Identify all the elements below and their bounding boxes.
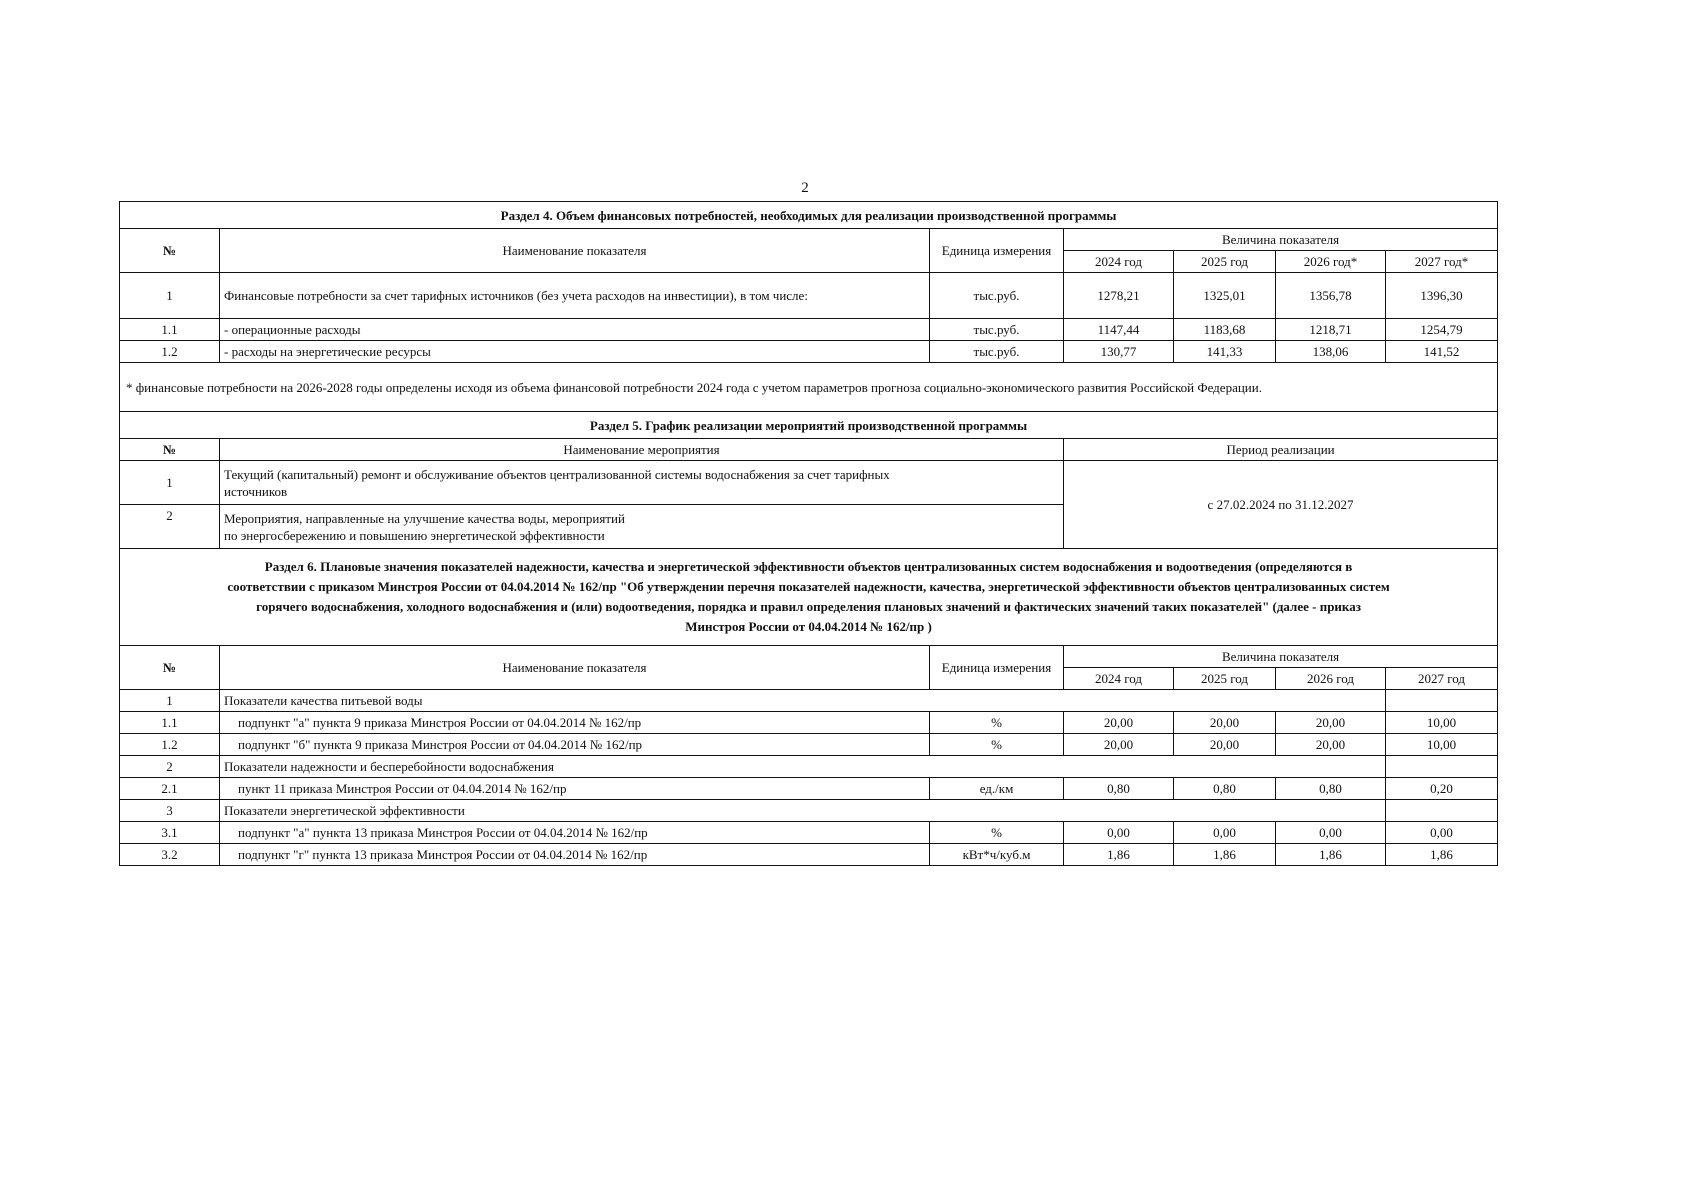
row-num: 2 <box>120 505 220 549</box>
s6-header-year: 2026 год <box>1276 668 1386 690</box>
row-value: 0,00 <box>1386 822 1498 844</box>
row-num: 1.2 <box>120 341 220 363</box>
group-row <box>120 800 1498 822</box>
row-num: 1.1 <box>120 712 220 734</box>
group-name: Показатели качества питьевой воды <box>220 690 1386 712</box>
row-name-line: Текущий (капитальный) ремонт и обслуживание объектов централизованной системы водоснабжения за счет тарифных <box>224 466 890 482</box>
row-value: 0,80 <box>1064 778 1174 800</box>
row-value: 20,00 <box>1174 712 1276 734</box>
main-table <box>119 201 1498 866</box>
table-row <box>120 844 1498 866</box>
empty-cell <box>1386 690 1498 712</box>
row-unit: % <box>930 822 1064 844</box>
s4-header-num: № <box>120 229 220 273</box>
table-row <box>120 273 1498 319</box>
row-name: - операционные расходы <box>220 319 930 341</box>
section6-title-line: Раздел 6. Плановые значения показателей надежности, качества и энергетической эффективности объектов централизованных систем водоснабжения и водоотведения (определяются в <box>264 559 1353 574</box>
group-name: Показатели энергетической эффективности <box>220 800 1386 822</box>
row-name: подпункт "а" пункта 9 приказа Минстроя России от 04.04.2014 № 162/пр <box>220 712 930 734</box>
s5-period-value: с 27.02.2024 по 31.12.2027 <box>1064 461 1498 549</box>
row-name: пункт 11 приказа Минстроя России от 04.04.2014 № 162/пр <box>220 778 930 800</box>
table-row <box>120 778 1498 800</box>
row-value: 141,33 <box>1174 341 1276 363</box>
row-value: 1,86 <box>1386 844 1498 866</box>
s4-header-unit: Единица измерения <box>930 229 1064 273</box>
row-value: 20,00 <box>1276 712 1386 734</box>
group-name: Показатели надежности и бесперебойности водоснабжения <box>220 756 1386 778</box>
row-value: 1183,68 <box>1174 319 1276 341</box>
row-name-line: Мероприятия, направленные на улучшение качества воды, мероприятий <box>224 510 625 526</box>
row-unit: кВт*ч/куб.м <box>930 844 1064 866</box>
section6-title-line: Минстроя России от 04.04.2014 № 162/пр ) <box>685 619 932 634</box>
row-unit: % <box>930 734 1064 756</box>
table-row <box>120 734 1498 756</box>
s6-header-year: 2027 год <box>1386 668 1498 690</box>
row-value: 1254,79 <box>1386 319 1498 341</box>
group-num: 3 <box>120 800 220 822</box>
group-row <box>120 756 1498 778</box>
row-value: 0,00 <box>1064 822 1174 844</box>
row-value: 0,80 <box>1276 778 1386 800</box>
empty-cell <box>1386 800 1498 822</box>
row-value: 20,00 <box>1174 734 1276 756</box>
row-num: 1 <box>120 461 220 505</box>
row-name: подпункт "а" пункта 13 приказа Минстроя России от 04.04.2014 № 162/пр <box>220 822 930 844</box>
s5-header-name: Наименование мероприятия <box>220 439 1064 461</box>
s4-header-year: 2026 год* <box>1276 251 1386 273</box>
group-row <box>120 690 1498 712</box>
document-body <box>119 201 1497 866</box>
row-name-line: источников <box>224 483 288 499</box>
row-unit: тыс.руб. <box>930 341 1064 363</box>
row-num: 2.1 <box>120 778 220 800</box>
row-value: 1,86 <box>1174 844 1276 866</box>
row-value: 1,86 <box>1276 844 1386 866</box>
s6-header-num: № <box>120 646 220 690</box>
s4-header-value-group: Величина показателя <box>1064 229 1498 251</box>
row-name-line: по энергосбережению и повышению энергетической эффективности <box>224 527 605 543</box>
empty-cell <box>1386 756 1498 778</box>
row-name: подпункт "г" пункта 13 приказа Минстроя России от 04.04.2014 № 162/пр <box>220 844 930 866</box>
row-value: 0,00 <box>1174 822 1276 844</box>
row-value: 1,86 <box>1064 844 1174 866</box>
s4-header-year: 2024 год <box>1064 251 1174 273</box>
row-value: 0,00 <box>1276 822 1386 844</box>
row-unit: тыс.руб. <box>930 273 1064 319</box>
s6-header-year: 2024 год <box>1064 668 1174 690</box>
table-row <box>120 712 1498 734</box>
row-value: 141,52 <box>1386 341 1498 363</box>
row-name <box>220 505 1064 549</box>
row-num: 3.2 <box>120 844 220 866</box>
row-value: 0,80 <box>1174 778 1276 800</box>
section6-title-line: горячего водоснабжения, холодного водоснабжения и (или) водоотведения, порядка и правил определения плановых значений и фактических значений таких показателей" (далее - приказ <box>256 599 1361 614</box>
row-value: 1278,21 <box>1064 273 1174 319</box>
row-value: 20,00 <box>1064 734 1174 756</box>
row-num: 1 <box>120 273 220 319</box>
row-value: 138,06 <box>1276 341 1386 363</box>
section5-title: Раздел 5. График реализации мероприятий производственной программы <box>120 412 1498 439</box>
table-row <box>120 319 1498 341</box>
group-num: 2 <box>120 756 220 778</box>
row-name: подпункт "б" пункта 9 приказа Минстроя России от 04.04.2014 № 162/пр <box>220 734 930 756</box>
row-unit: тыс.руб. <box>930 319 1064 341</box>
row-unit: % <box>930 712 1064 734</box>
row-name: Финансовые потребности за счет тарифных источников (без учета расходов на инвестиции), в том числе: <box>220 273 930 319</box>
s6-header-value-group: Величина показателя <box>1064 646 1498 668</box>
row-value: 20,00 <box>1276 734 1386 756</box>
s5-header-period: Период реализации <box>1064 439 1498 461</box>
row-value: 0,20 <box>1386 778 1498 800</box>
row-name: - расходы на энергетические ресурсы <box>220 341 930 363</box>
section6-title <box>120 549 1498 646</box>
row-unit: ед./км <box>930 778 1064 800</box>
row-value: 1147,44 <box>1064 319 1174 341</box>
section4-title: Раздел 4. Объем финансовых потребностей, необходимых для реализации производственной программы <box>120 202 1498 229</box>
s6-header-name: Наименование показателя <box>220 646 930 690</box>
row-value: 10,00 <box>1386 734 1498 756</box>
row-value: 130,77 <box>1064 341 1174 363</box>
row-value: 1325,01 <box>1174 273 1276 319</box>
row-value: 1218,71 <box>1276 319 1386 341</box>
s5-header-num: № <box>120 439 220 461</box>
row-value: 1396,30 <box>1386 273 1498 319</box>
section6-title-line: соответствии с приказом Минстроя России от 04.04.2014 № 162/пр "Об утверждении перечня показателей надежности, качества, энергетической эффективности объектов централизованных систем <box>227 579 1390 594</box>
row-name <box>220 461 1064 505</box>
table-row <box>120 822 1498 844</box>
group-num: 1 <box>120 690 220 712</box>
row-value: 10,00 <box>1386 712 1498 734</box>
row-num: 1.1 <box>120 319 220 341</box>
s4-header-year: 2027 год* <box>1386 251 1498 273</box>
s6-header-unit: Единица измерения <box>930 646 1064 690</box>
s6-header-year: 2025 год <box>1174 668 1276 690</box>
s4-header-year: 2025 год <box>1174 251 1276 273</box>
row-num: 3.1 <box>120 822 220 844</box>
page-number: 2 <box>801 180 809 196</box>
section4-footnote: * финансовые потребности на 2026-2028 годы определены исходя из объема финансовой потребности 2024 года с учетом параметров прогноза социально-экономического развития Российской Федерации. <box>120 363 1498 412</box>
table-row <box>120 341 1498 363</box>
table-row <box>120 461 1498 505</box>
s4-header-name: Наименование показателя <box>220 229 930 273</box>
row-value: 1356,78 <box>1276 273 1386 319</box>
row-value: 20,00 <box>1064 712 1174 734</box>
row-num: 1.2 <box>120 734 220 756</box>
